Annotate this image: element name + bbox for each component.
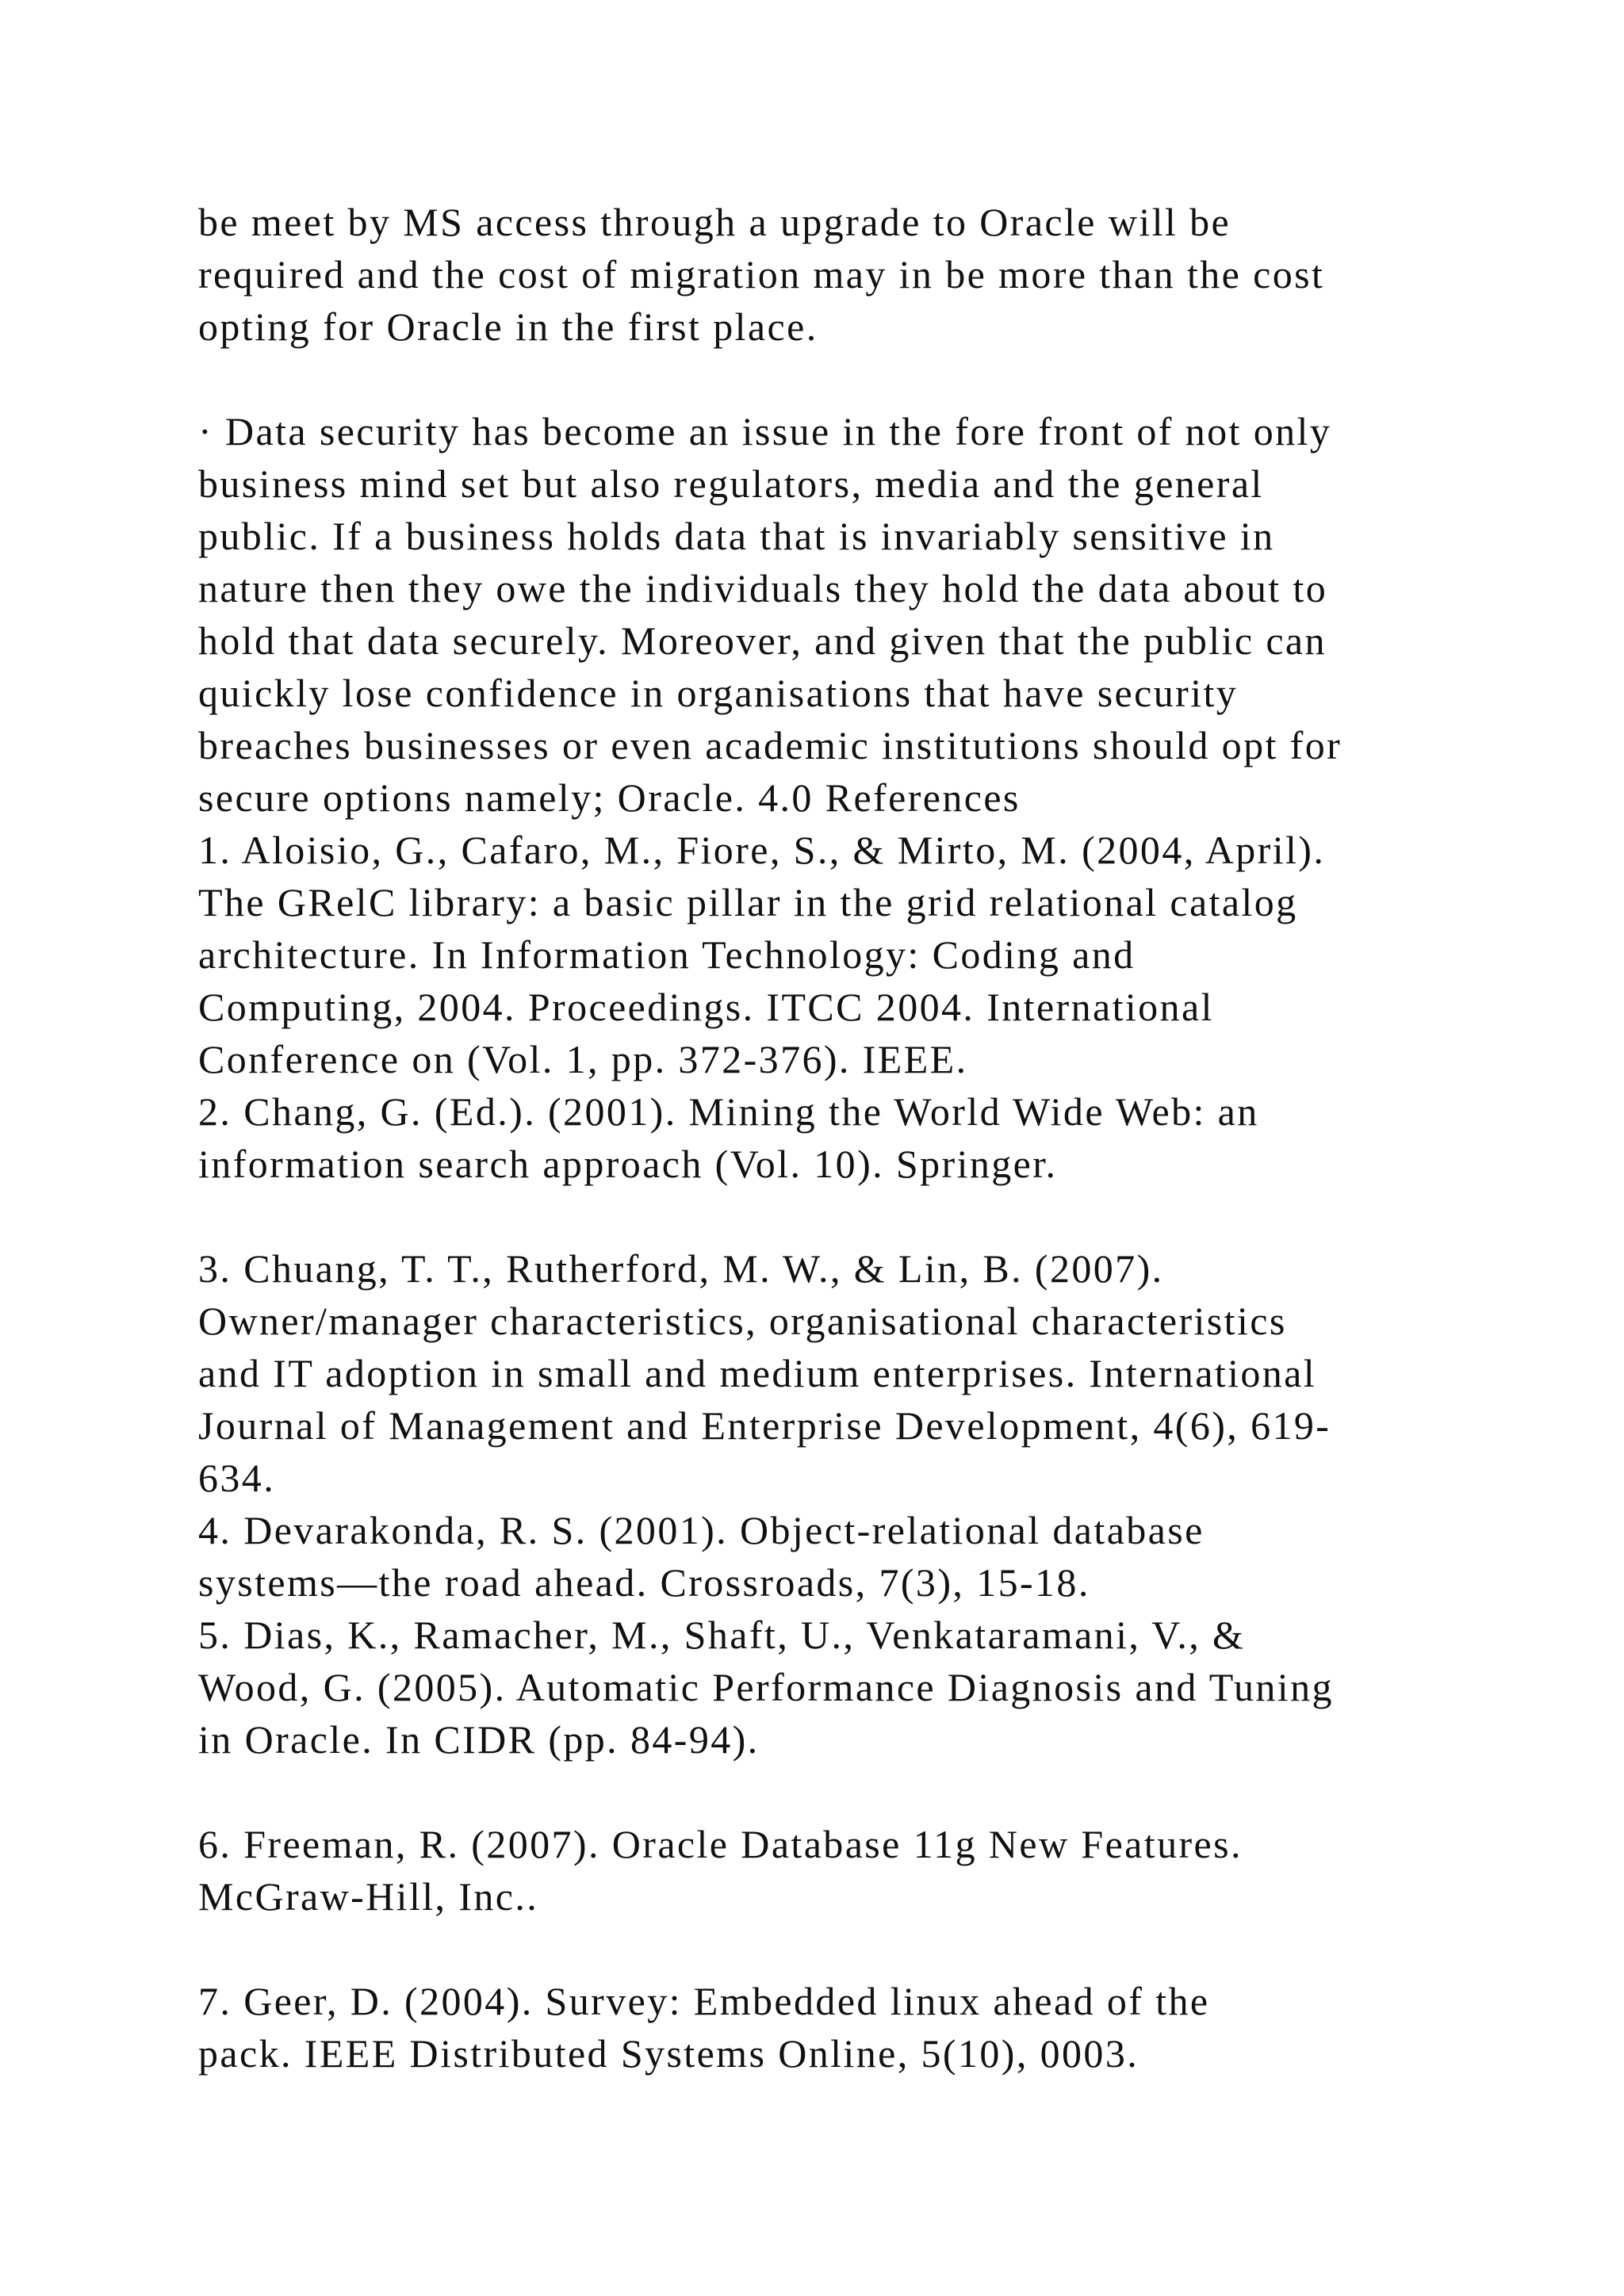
text-line: quickly lose confidence in organisations that have security xyxy=(198,671,1239,715)
blank-line xyxy=(198,1190,1507,1242)
reference-line: Owner/manager characteristics, organisational characteristics xyxy=(198,1299,1287,1343)
reference-line: architecture. In Information Technology: Coding and xyxy=(198,932,1136,977)
text-line: breaches businesses or even academic institutions should opt for xyxy=(198,723,1342,767)
reference-line: Journal of Management and Enterprise Development, 4(6), 619- xyxy=(198,1403,1331,1448)
reference-line: McGraw-Hill, Inc.. xyxy=(198,1874,539,1919)
reference-line: and IT adoption in small and medium enterprises. International xyxy=(198,1351,1317,1395)
text-line: nature then they owe the individuals they hold the data about to xyxy=(198,566,1328,610)
reference-line: in Oracle. In CIDR (pp. 84-94). xyxy=(198,1717,760,1762)
bullet-line: · Data security has become an issue in the fore front of not only xyxy=(198,409,1332,453)
reference-line: 2. Chang, G. (Ed.). (2001). Mining the World Wide Web: an xyxy=(198,1089,1259,1134)
reference-line: 7. Geer, D. (2004). Survey: Embedded linux ahead of the xyxy=(198,1979,1210,2023)
reference-line: pack. IEEE Distributed Systems Online, 5(10), 0003. xyxy=(198,2031,1139,2076)
reference-line: Wood, G. (2005). Automatic Performance Diagnosis and Tuning xyxy=(198,1665,1334,1709)
reference-line: Computing, 2004. Proceedings. ITCC 2004. International xyxy=(198,985,1214,1029)
document-body xyxy=(198,196,1507,2080)
reference-line: information search approach (Vol. 10). Springer. xyxy=(198,1142,1058,1186)
section-heading-line: secure options namely; Oracle. 4.0 References xyxy=(198,775,1021,820)
reference-line: 4. Devarakonda, R. S. (2001). Object-relational database xyxy=(198,1508,1205,1552)
text-line: hold that data securely. Moreover, and given that the public can xyxy=(198,618,1327,663)
reference-line: 1. Aloisio, G., Cafaro, M., Fiore, S., & Mirto, M. (2004, April). xyxy=(198,828,1326,872)
reference-line: 5. Dias, K., Ramacher, M., Shaft, U., Venkataramani, V., & xyxy=(198,1613,1246,1657)
text-line: required and the cost of migration may in be more than the cost xyxy=(198,252,1325,297)
blank-line xyxy=(198,1923,1507,1975)
reference-line: systems—the road ahead. Crossroads, 7(3), 15-18. xyxy=(198,1560,1090,1605)
blank-line xyxy=(198,1766,1507,1818)
text-line: business mind set but also regulators, media and the general xyxy=(198,461,1264,506)
text-line: be meet by MS access through a upgrade to Oracle will be xyxy=(198,200,1231,244)
text-line: opting for Oracle in the first place. xyxy=(198,304,818,349)
blank-line xyxy=(198,353,1507,405)
reference-line: Conference on (Vol. 1, pp. 372-376). IEEE. xyxy=(198,1037,968,1081)
reference-line: 634. xyxy=(198,1456,276,1500)
reference-line: 3. Chuang, T. T., Rutherford, M. W., & Lin, B. (2007). xyxy=(198,1246,1164,1291)
text-line: public. If a business holds data that is invariably sensitive in xyxy=(198,514,1275,558)
reference-line: 6. Freeman, R. (2007). Oracle Database 11g New Features. xyxy=(198,1822,1243,1866)
reference-line: The GRelC library: a basic pillar in the grid relational catalog xyxy=(198,880,1298,924)
